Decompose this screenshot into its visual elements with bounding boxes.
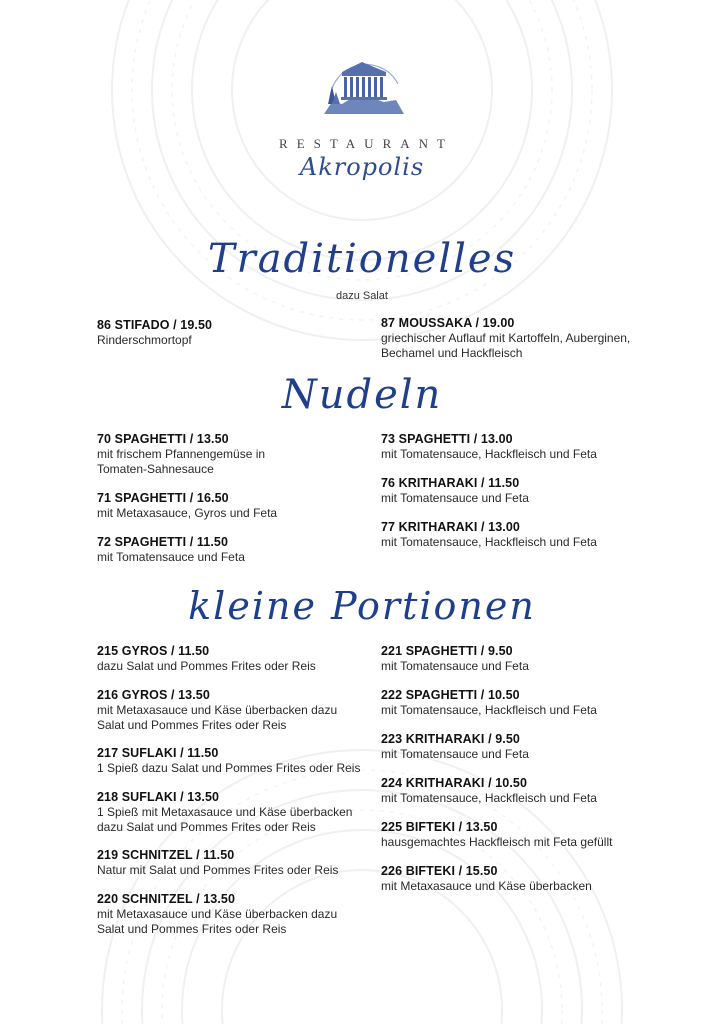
menu-item [381,644,711,674]
menu-item [97,848,427,878]
item-description: Natur mit Salat und Pommes Frites oder Reis [97,863,339,877]
menu-item [97,892,427,936]
item-description: mit Metaxasauce und Käse überbacken [381,879,592,893]
item-name: 86 STIFADO / 19.50 [97,318,213,332]
item-description: mit Tomatensauce, Hackfleisch und Feta [381,791,597,805]
temple-logo-icon [312,42,412,122]
item-description: mit Tomatensauce und Feta [97,550,245,564]
item-description: Rinderschmortopf [97,333,192,347]
item-description: dazu Salat und Pommes Frites oder Reis [97,659,316,673]
menu-item [381,520,711,550]
menu-item [381,476,711,506]
item-name: 224 KRITHARAKI / 10.50 [381,776,527,790]
section-title-nudeln: Nudeln [281,372,443,418]
item-name: 222 SPAGHETTI / 10.50 [381,688,520,702]
item-description: mit Metaxasauce und Käse überbacken dazu Salat und Pommes Frites oder Reis [97,703,338,732]
section-title-kleine-portionen: kleine Portionen [188,584,536,628]
menu-item [381,432,711,462]
menu-item [381,776,711,806]
item-description: 1 Spieß dazu Salat und Pommes Frites oder Reis [97,761,361,775]
item-description: mit Tomatensauce und Feta [381,659,529,673]
item-name: 218 SUFLAKI / 13.50 [97,790,220,804]
item-name: 219 SCHNITZEL / 11.50 [97,848,235,862]
restaurant-name: Akropolis [299,153,425,181]
item-name: 72 SPAGHETTI / 11.50 [97,535,228,549]
item-name: 220 SCHNITZEL / 13.50 [97,892,236,906]
menu-item [97,432,387,476]
item-description: mit Tomatensauce, Hackfleisch und Feta [381,447,597,461]
item-name: 217 SUFLAKI / 11.50 [97,746,219,760]
menu-item [381,732,711,762]
item-name: 225 BIFTEKI / 13.50 [381,820,498,834]
item-description: mit Tomatensauce, Hackfleisch und Feta [381,535,597,549]
item-name: 73 SPAGHETTI / 13.00 [381,432,513,446]
menu-item [97,790,427,834]
section-subtitle: dazu Salat [336,290,388,302]
menu-item [381,820,711,850]
item-description: mit Metaxasauce, Gyros und Feta [97,506,278,520]
item-name: 77 KRITHARAKI / 13.00 [381,520,520,534]
item-description: hausgemachtes Hackfleisch mit Feta gefüllt [381,835,613,849]
section-title-traditionelles: Traditionelles [207,236,517,282]
menu-item [381,316,711,360]
item-description: mit Tomatensauce und Feta [381,491,529,505]
item-description: 1 Spieß mit Metaxasauce und Käse überbacken dazu Salat und Pommes Frites oder Reis [97,805,353,834]
menu-item [381,864,711,894]
menu-item [381,688,711,718]
item-description: mit Metaxasauce und Käse überbacken dazu Salat und Pommes Frites oder Reis [97,907,338,936]
item-name: 221 SPAGHETTI / 9.50 [381,644,513,658]
item-name: 215 GYROS / 11.50 [97,644,210,658]
menu-item [97,318,387,348]
menu-item [97,746,427,776]
item-name: 70 SPAGHETTI / 13.50 [97,432,229,446]
item-description: mit Tomatensauce, Hackfleisch und Feta [381,703,597,717]
item-description: mit Tomatensauce und Feta [381,747,529,761]
restaurant-label: RESTAURANT [279,136,454,151]
item-description: mit frischem Pfannengemüse in Tomaten-Sahnesauce [97,447,266,476]
menu-item [97,688,427,732]
item-name: 223 KRITHARAKI / 9.50 [381,732,520,746]
item-name: 226 BIFTEKI / 15.50 [381,864,498,878]
menu-item [97,535,387,565]
item-name: 87 MOUSSAKA / 19.00 [381,316,515,330]
item-name: 76 KRITHARAKI / 11.50 [381,476,520,490]
item-name: 71 SPAGHETTI / 16.50 [97,491,229,505]
menu-item [97,491,387,521]
item-name: 216 GYROS / 13.50 [97,688,210,702]
menu-item [97,644,387,674]
item-description: griechischer Auflauf mit Kartoffeln, Auberginen, Bechamel und Hackfleisch [381,331,631,360]
